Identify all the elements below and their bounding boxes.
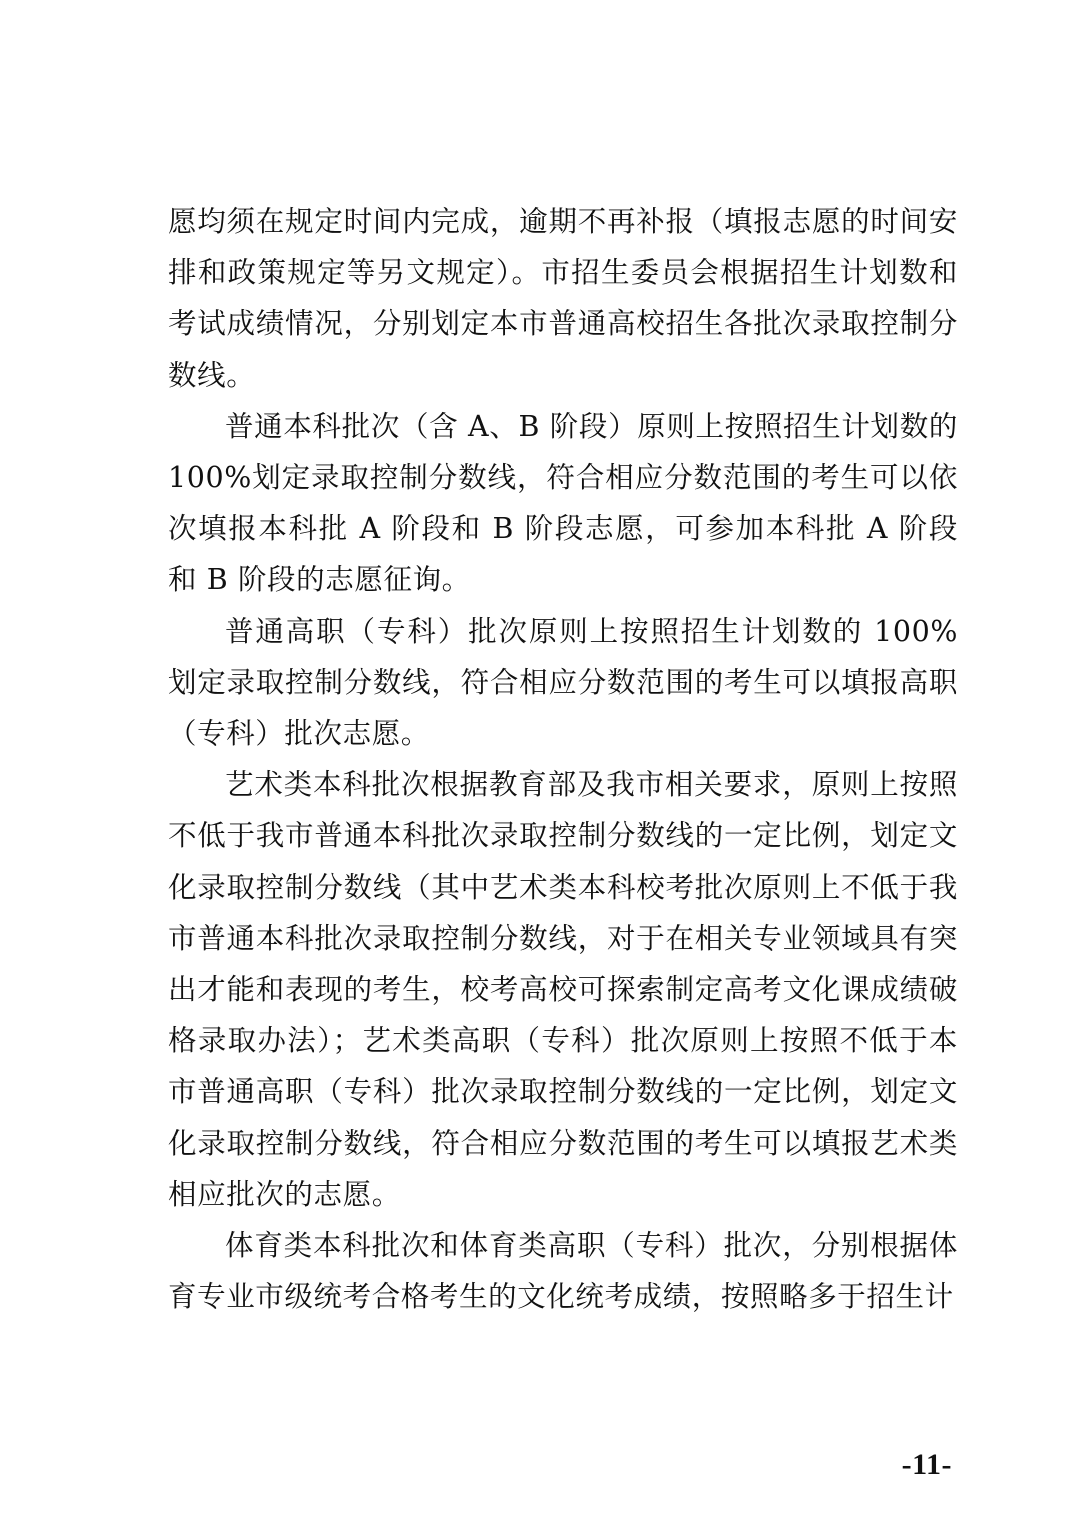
paragraph-undergraduate-batch: 普通本科批次（含 A、B 阶段）原则上按照招生计划数的100%划定录取控制分数线，符合相应分数范围的考生可以依次填报本科批 A 阶段和 B 阶段志愿，可参加本科批 A 阶段和 B 阶段的志愿征询。 <box>168 409 958 597</box>
body-text <box>168 196 958 1322</box>
paragraph-continuation: 愿均须在规定时间内完成，逾期不再补报（填报志愿的时间安排和政策规定等另文规定）。市招生委员会根据招生计划数和考试成绩情况，分别划定本市普通高校招生各批次录取控制分数线。 <box>168 205 958 392</box>
paragraph-sports-batch: 体育类本科批次和体育类高职（专科）批次，分别根据体育专业市级统考合格考生的文化统考成绩，按照略多于招生计 <box>168 1229 958 1314</box>
paragraph-vocational-batch: 普通高职（专科）批次原则上按照招生计划数的 100%划定录取控制分数线，符合相应分数范围的考生可以填报高职（专科）批次志愿。 <box>168 614 958 751</box>
paragraph-art-batch: 艺术类本科批次根据教育部及我市相关要求，原则上按照不低于我市普通本科批次录取控制分数线的一定比例，划定文化录取控制分数线（其中艺术类本科校考批次原则上不低于我市普通本科批次录取控制分数线，对于在相关专业领域具有突出才能和表现的考生，校考高校可探索制定高考文化课成绩破格录取办法）；艺术类高职（专科）批次原则上按照不低于本市普通高职（专科）批次录取控制分数线的一定比例，划定文化录取控制分数线，符合相应分数范围的考生可以填报艺术类相应批次的志愿。 <box>168 768 958 1211</box>
page-number: -11- <box>901 1448 952 1481</box>
